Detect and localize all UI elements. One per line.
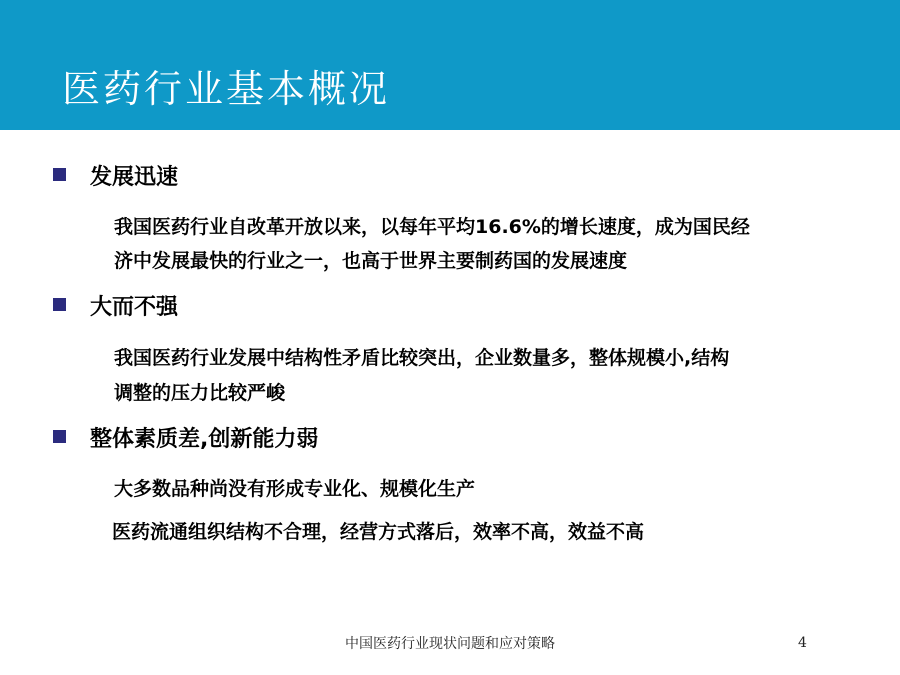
bullet-square-icon: [53, 168, 66, 181]
section-2-line-2: 调整的压力比较严峻: [114, 382, 286, 404]
section-heading-2: 大而不强: [90, 295, 179, 320]
section-1-line-2: 济中发展最快的行业之一，也高于世界主要制药国的发展速度: [114, 250, 628, 272]
bullet-square-icon: [53, 298, 66, 311]
section-heading-3: 整体素质差,创新能力弱: [90, 427, 319, 452]
section-2-line-1: 我国医药行业发展中结构性矛盾比较突出，企业数量多，整体规模小,结构: [114, 347, 730, 369]
title-bar: [0, 0, 900, 130]
section-3-line-1: 大多数品种尚没有形成专业化、规模化生产: [114, 478, 476, 500]
bullet-square-icon: [53, 430, 66, 443]
section-3-line-2: 医药流通组织结构不合理，经营方式落后，效率不高，效益不高: [112, 521, 645, 543]
section-heading-1: 发展迅速: [90, 165, 179, 190]
footer-text: 中国医药行业现状问题和应对策略: [345, 636, 555, 652]
page-number: 4: [798, 635, 807, 651]
slide-title: 医药行业基本概况: [62, 67, 391, 111]
section-1-line-1: 我国医药行业自改革开放以来，以每年平均16.6%的增长速度，成为国民经: [114, 216, 750, 238]
